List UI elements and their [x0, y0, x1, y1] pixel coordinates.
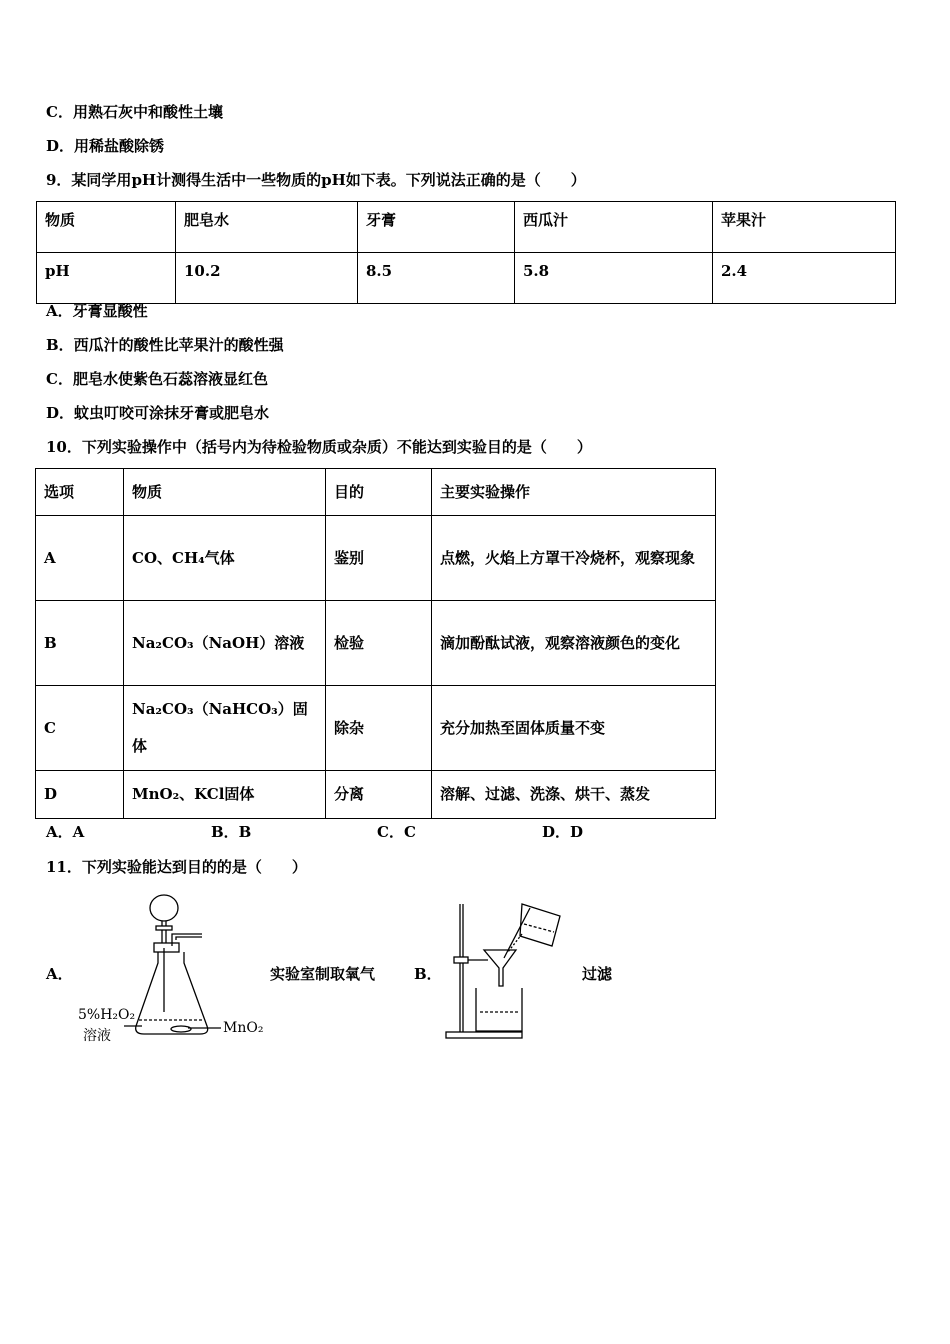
- q11-option-a-caption: 实验室制取氧气: [270, 965, 376, 983]
- table-row: [36, 686, 716, 771]
- q10-option-d: D．D: [542, 823, 584, 841]
- table-cell: 10.2: [176, 253, 358, 304]
- q11-option-a-letter: A．: [46, 965, 73, 983]
- table-row: [36, 601, 716, 686]
- table-cell: 5.8: [515, 253, 713, 304]
- ph-table: [36, 201, 896, 304]
- table-cell: 物质: [124, 469, 326, 516]
- q10-option-b: B．B: [211, 823, 252, 841]
- q11-option-b-letter: B．: [414, 965, 442, 983]
- table-cell: 肥皂水: [176, 202, 358, 253]
- table-cell: D: [36, 771, 124, 819]
- table-cell: 主要实验操作: [432, 469, 716, 516]
- table-cell: 西瓜汁: [515, 202, 713, 253]
- table-cell: B: [36, 601, 124, 686]
- table-cell: 2.4: [713, 253, 896, 304]
- table-cell: 目的: [326, 469, 432, 516]
- table-cell: 点燃，火焰上方罩干冷烧杯，观察现象: [432, 516, 716, 601]
- table-cell: Na₂CO₃（NaOH）溶液: [124, 601, 326, 686]
- table-cell: Na₂CO₃（NaHCO₃）固体: [124, 686, 326, 771]
- q9-option-b: B．西瓜汁的酸性比苹果汁的酸性强: [46, 336, 284, 354]
- table-cell: pH: [37, 253, 176, 304]
- table-cell: 选项: [36, 469, 124, 516]
- table-cell: 溶解、过滤、洗涤、烘干、蒸发: [432, 771, 716, 819]
- q10-option-c: C．C: [377, 823, 416, 841]
- option-d-prev: D．用稀盐酸除锈: [46, 137, 165, 155]
- table-cell: 分离: [326, 771, 432, 819]
- table-cell: 物质: [37, 202, 176, 253]
- q9-option-a: A．牙膏显酸性: [46, 302, 148, 320]
- filtration-apparatus-figure: [444, 894, 568, 1042]
- catalyst-label: MnO₂: [223, 1020, 264, 1036]
- experiment-table: [35, 468, 716, 819]
- table-row: [36, 516, 716, 601]
- table-cell: CO、CH₄气体: [124, 516, 326, 601]
- table-cell: MnO₂、KCl固体: [124, 771, 326, 819]
- table-cell: 牙膏: [358, 202, 515, 253]
- table-row: [37, 202, 896, 253]
- question-11: 11．下列实验能达到目的的是（ ）: [46, 858, 307, 876]
- table-cell: 8.5: [358, 253, 515, 304]
- table-cell: 除杂: [326, 686, 432, 771]
- table-row: [36, 771, 716, 819]
- question-9: 9．某同学用pH计测得生活中一些物质的pH如下表。下列说法正确的是（ ）: [46, 171, 586, 189]
- question-10: 10．下列实验操作中（括号内为待检验物质或杂质）不能达到实验目的是（ ）: [46, 438, 592, 456]
- option-c-prev: C．用熟石灰中和酸性土壤: [46, 103, 223, 121]
- table-cell: 滴加酚酞试液，观察溶液颜色的变化: [432, 601, 716, 686]
- table-cell: 检验: [326, 601, 432, 686]
- q9-option-d: D．蚊虫叮咬可涂抹牙膏或肥皂水: [46, 404, 270, 422]
- table-cell: C: [36, 686, 124, 771]
- solution-label-2: 溶液: [83, 1028, 111, 1044]
- q11-option-b-caption: 过滤: [582, 965, 613, 983]
- table-cell: 充分加热至固体质量不变: [432, 686, 716, 771]
- table-row: [36, 469, 716, 516]
- solution-label-1: 5%H₂O₂: [78, 1007, 136, 1023]
- table-cell: A: [36, 516, 124, 601]
- table-cell: 苹果汁: [713, 202, 896, 253]
- table-cell: 鉴别: [326, 516, 432, 601]
- q10-option-a: A．A: [46, 823, 85, 841]
- q9-option-c: C．肥皂水使紫色石蕊溶液显红色: [46, 370, 268, 388]
- table-row: [37, 253, 896, 304]
